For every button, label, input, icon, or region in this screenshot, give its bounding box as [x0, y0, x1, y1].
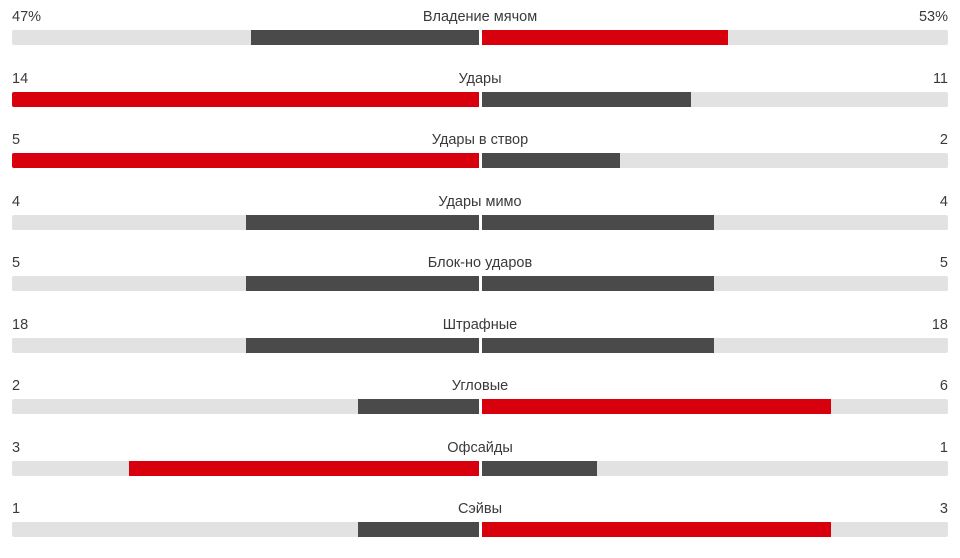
stat-home-value: 1: [12, 501, 21, 517]
stat-label: Владение мячом: [422, 9, 538, 25]
stat-bar-divider: [479, 461, 482, 476]
stat-bar-home: [246, 276, 480, 291]
stat-bar-home: [358, 522, 480, 537]
stat-bar-away: [480, 399, 831, 414]
stat-home-value: 4: [12, 193, 21, 210]
stat-bar-home: [246, 215, 480, 230]
stat-header: [12, 496, 948, 522]
stat-bar-track: [12, 522, 948, 537]
stat-header: [12, 250, 948, 276]
stat-bar-divider: [479, 276, 482, 291]
stat-bar-track: [12, 153, 948, 168]
stat-label: Удары: [458, 70, 502, 87]
stat-bar-home: [12, 92, 480, 107]
stat-bar-track: [12, 30, 948, 45]
stat-bar-divider: [479, 30, 482, 45]
stat-bar-home: [12, 153, 480, 168]
stat-away-value: 11: [932, 70, 948, 87]
stat-bar-home: [358, 399, 480, 414]
stat-bar-track: [12, 461, 948, 476]
stat-away-value: 1: [939, 439, 948, 456]
stat-bar-home: [129, 461, 480, 476]
stat-bar-divider: [479, 522, 482, 537]
stat-bar-track: [12, 92, 948, 107]
stat-bar-track: [12, 276, 948, 291]
stat-row: [0, 312, 960, 374]
stat-row: [0, 250, 960, 312]
stat-away-value: 2: [939, 132, 948, 148]
stat-home-value: 2: [12, 378, 21, 394]
stat-bar-divider: [479, 215, 482, 230]
stat-bar-home: [251, 30, 480, 45]
stat-row: [0, 496, 960, 558]
stat-bar-track: [12, 338, 948, 353]
stat-bar-track: [12, 399, 948, 414]
stat-label: Блок-но ударов: [427, 255, 533, 271]
stat-label: Удары мимо: [438, 193, 522, 210]
stat-away-value: 3: [939, 501, 948, 517]
stat-bar-away: [480, 215, 714, 230]
stat-row: [0, 435, 960, 497]
stat-bar-away: [480, 30, 728, 45]
stat-label: Офсайды: [447, 439, 513, 456]
stat-label: Сэйвы: [457, 501, 503, 517]
stat-bar-track: [12, 215, 948, 230]
stat-row: [0, 4, 960, 66]
stat-header: [12, 373, 948, 399]
stat-bar-divider: [479, 399, 482, 414]
stat-label: Угловые: [451, 378, 509, 394]
stat-home-value: 47%: [12, 9, 42, 25]
stat-header: [12, 189, 948, 215]
stat-label: Штрафные: [442, 316, 518, 333]
stat-header: [12, 127, 948, 153]
stat-bar-divider: [479, 338, 482, 353]
stat-row: [0, 127, 960, 189]
stat-bar-home: [246, 338, 480, 353]
stat-label: Удары в створ: [431, 132, 529, 148]
stat-home-value: 3: [12, 439, 21, 456]
stat-away-value: 5: [939, 255, 948, 271]
stat-home-value: 5: [12, 132, 21, 148]
stat-bar-away: [480, 338, 714, 353]
stat-bar-away: [480, 522, 831, 537]
stat-away-value: 4: [939, 193, 948, 210]
stat-bar-away: [480, 92, 691, 107]
stat-bar-divider: [479, 153, 482, 168]
stat-home-value: 14: [12, 70, 29, 87]
stat-bar-away: [480, 276, 714, 291]
stat-away-value: 53%: [918, 9, 948, 25]
stat-header: [12, 66, 948, 92]
stat-bar-divider: [479, 92, 482, 107]
stat-row: [0, 66, 960, 128]
stat-away-value: 6: [939, 378, 948, 394]
stat-bar-away: [480, 153, 620, 168]
stat-header: [12, 435, 948, 461]
stat-row: [0, 189, 960, 251]
stat-bar-away: [480, 461, 597, 476]
stat-away-value: 18: [931, 316, 948, 333]
stat-row: [0, 373, 960, 435]
stat-header: [12, 312, 948, 338]
stat-home-value: 18: [12, 316, 29, 333]
stat-home-value: 5: [12, 255, 21, 271]
stat-header: [12, 4, 948, 30]
